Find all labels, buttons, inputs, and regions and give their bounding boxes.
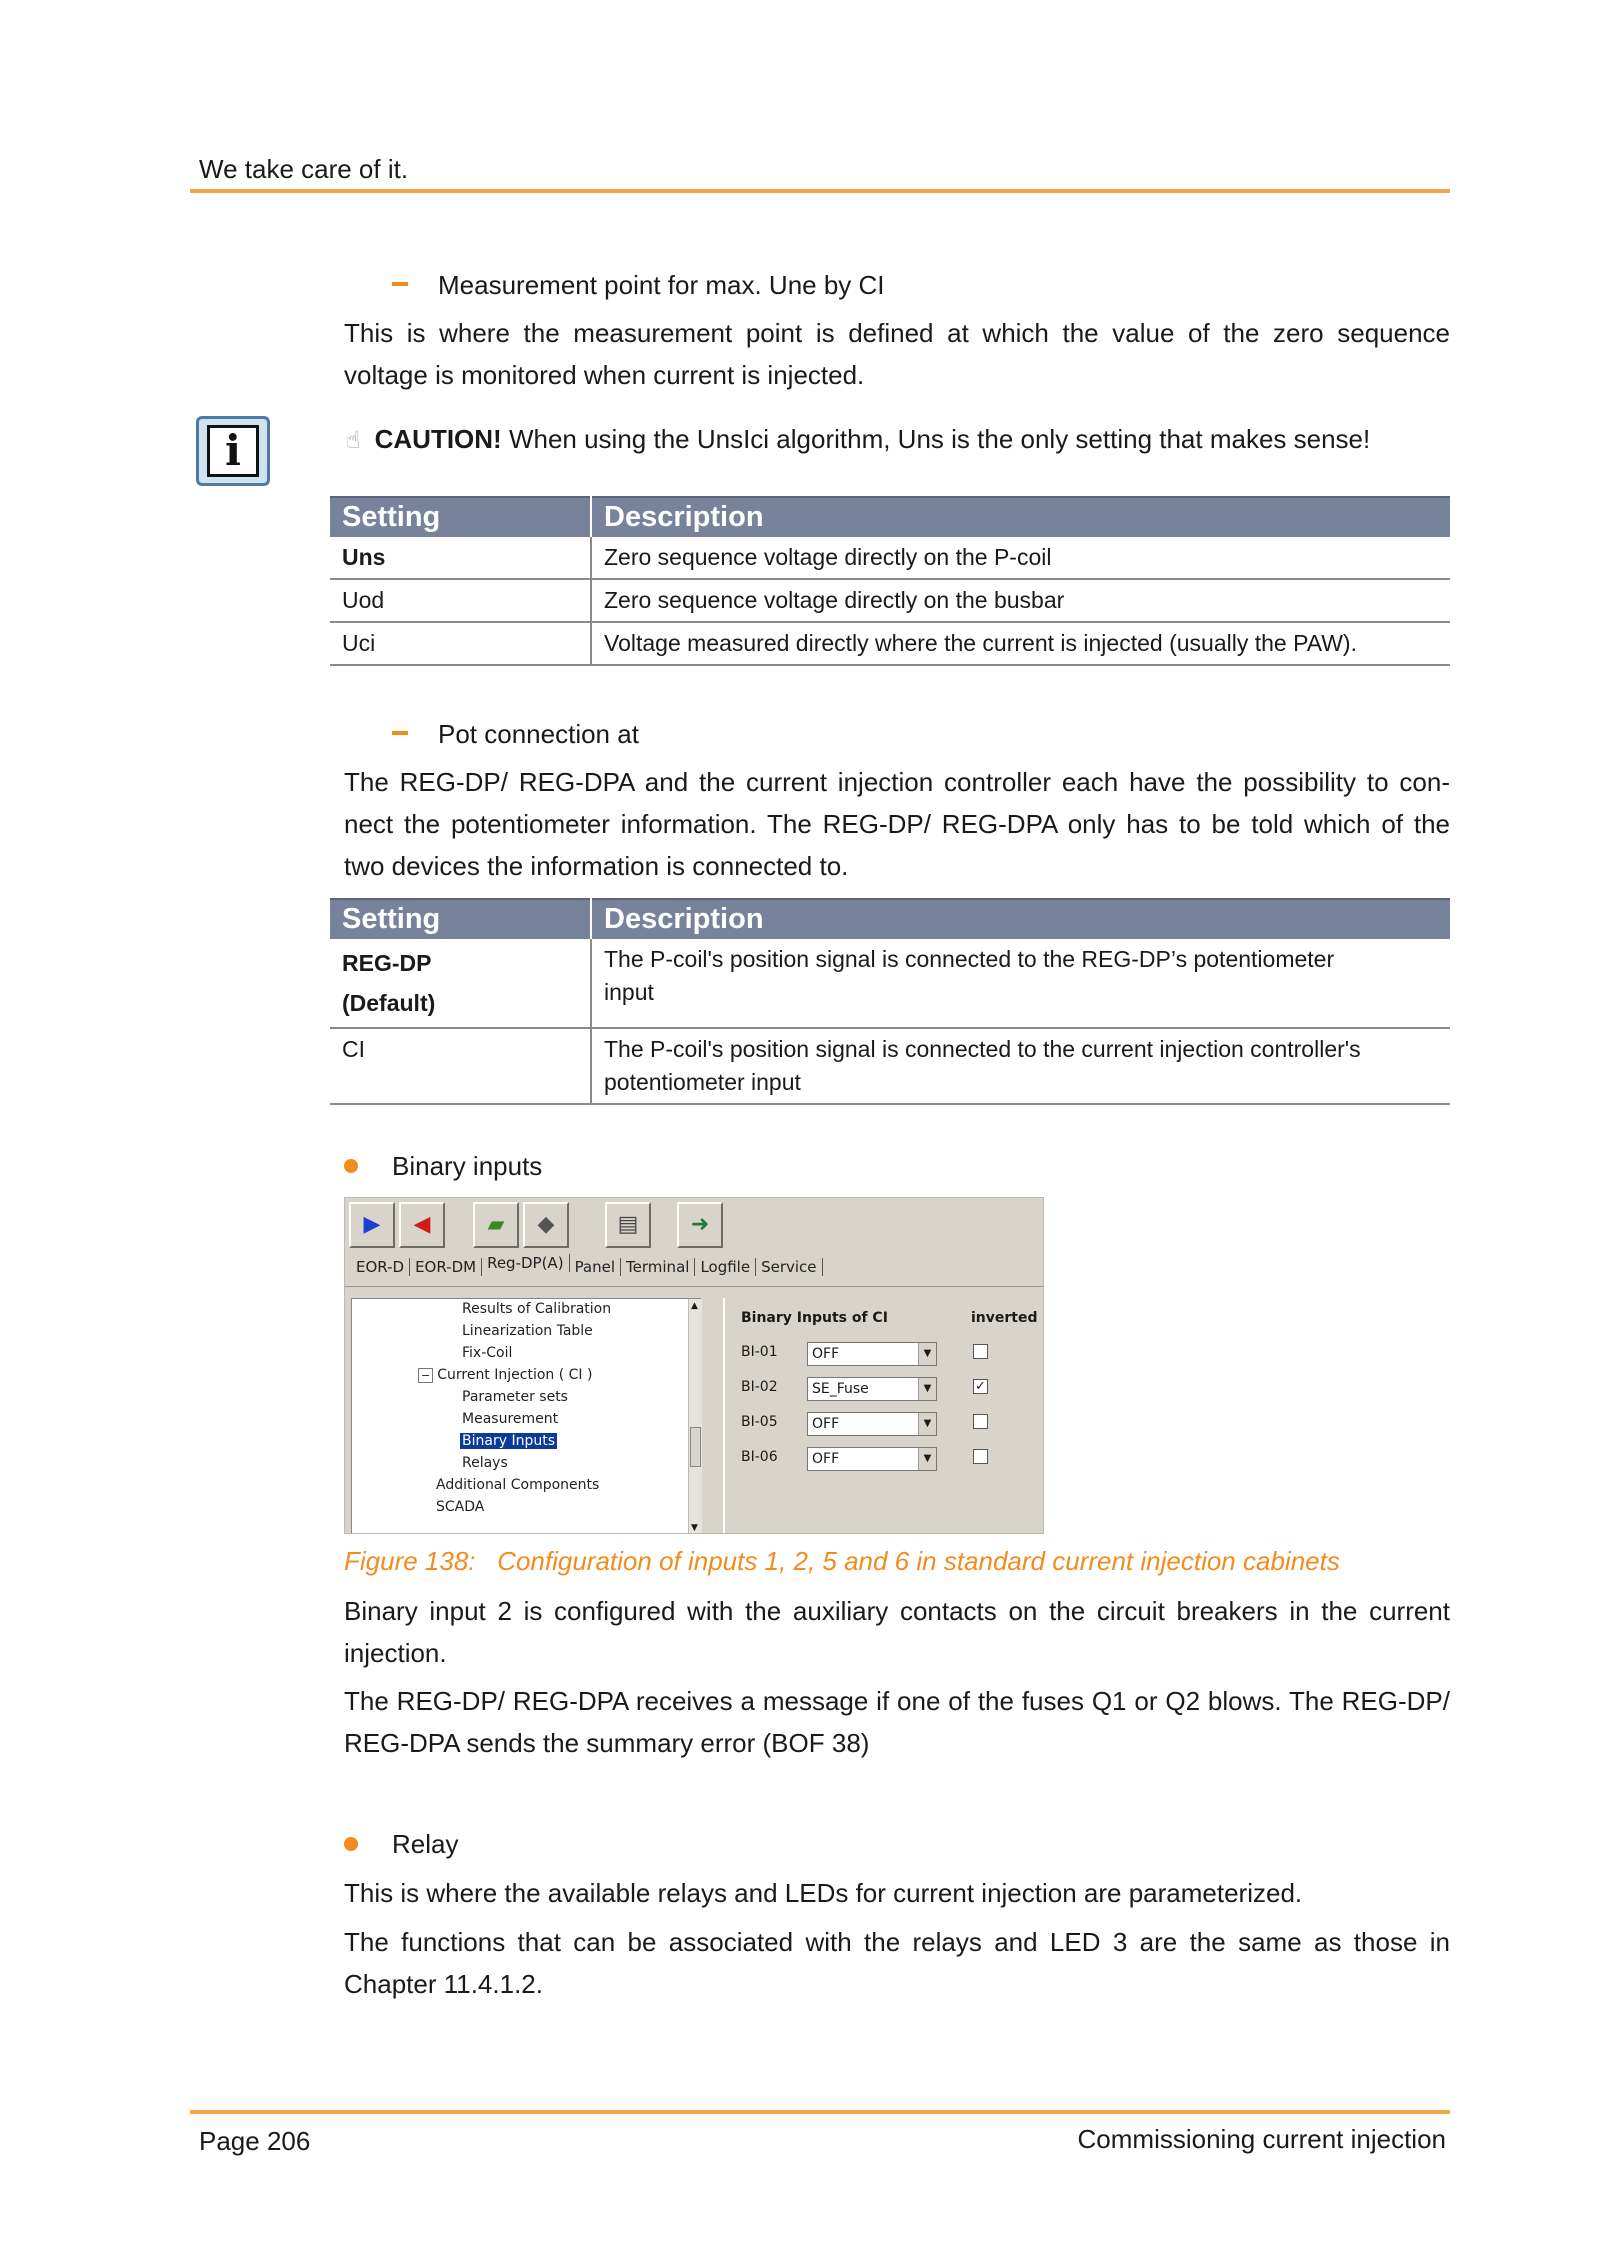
tree-item[interactable]: Linearization Table xyxy=(462,1323,593,1339)
paragraph xyxy=(344,1680,1450,1764)
tab-panel[interactable]: Panel xyxy=(570,1258,621,1276)
input-label: BI-02 xyxy=(741,1379,778,1395)
tab-eor-dm[interactable]: EOR-DM xyxy=(410,1258,482,1276)
table-cell: Uns xyxy=(330,537,591,579)
input-label: BI-05 xyxy=(741,1414,778,1430)
chevron-down-icon: ▼ xyxy=(918,1448,936,1470)
tree-item[interactable]: Measurement xyxy=(462,1411,559,1427)
tab-eor-d[interactable]: EOR-D xyxy=(351,1258,410,1276)
paragraph-line: This is where the measurement point is defined at which the value of the zero sequence xyxy=(344,318,1450,348)
table-header: Description xyxy=(591,899,1450,939)
transfer-right-icon[interactable]: ▶ xyxy=(349,1202,395,1248)
description-line: The P-coil's position signal is connected to the REG-DP’s potentiometer xyxy=(604,946,1335,972)
software-screenshot xyxy=(344,1197,1044,1534)
setting-name: REG-DP xyxy=(342,950,432,976)
bullet-marker xyxy=(344,1837,358,1851)
input-label: BI-06 xyxy=(741,1449,778,1465)
setting-note: (Default) xyxy=(342,990,436,1016)
table-row xyxy=(330,1028,1450,1104)
bi-06-select[interactable]: OFF ▼ xyxy=(807,1447,937,1471)
bi-05-select[interactable]: OFF ▼ xyxy=(807,1412,937,1436)
tab-reg-dp[interactable]: Reg-DP(A) xyxy=(482,1254,569,1272)
table-cell: CI xyxy=(330,1028,591,1104)
tab-logfile[interactable]: Logfile xyxy=(695,1258,756,1276)
caution-label: CAUTION! xyxy=(374,424,502,454)
table-cell: Zero sequence voltage directly on the P-coil xyxy=(591,537,1450,579)
page-number: Page 206 xyxy=(199,2126,311,2156)
table-row xyxy=(330,622,1450,665)
paragraph-line: The functions that can be associated with the relays and LED 3 are the same as those in xyxy=(344,1927,1450,1957)
bi-02-select[interactable]: SE_Fuse ▼ xyxy=(807,1377,937,1401)
paragraph-line: Chapter 11.4.1.2. xyxy=(344,1969,543,1999)
list-item-label: Relay xyxy=(392,1829,459,1859)
bi-01-inverted-checkbox[interactable] xyxy=(973,1344,988,1359)
header-rule xyxy=(190,189,1450,193)
inverted-label: inverted xyxy=(971,1310,1038,1326)
tab-bar xyxy=(351,1254,823,1284)
bi-05-inverted-checkbox[interactable] xyxy=(973,1414,988,1429)
table-cell xyxy=(330,939,591,1028)
navigation-tree xyxy=(351,1298,701,1534)
description-line: potentiometer input xyxy=(604,1069,801,1095)
list-item-label: Pot connection at xyxy=(438,719,639,749)
tab-terminal[interactable]: Terminal xyxy=(621,1258,695,1276)
caution-note xyxy=(346,421,1370,459)
table-header: Setting xyxy=(330,497,591,537)
description-line: The P-coil's position signal is connected to the current injection controller's xyxy=(604,1036,1361,1062)
table-cell: Uod xyxy=(330,579,591,622)
paragraph xyxy=(344,761,1450,887)
table-header-row xyxy=(330,899,1450,939)
chevron-down-icon: ▼ xyxy=(918,1343,936,1365)
list-item xyxy=(344,1823,458,1865)
bi-02-inverted-checkbox[interactable]: ✓ xyxy=(973,1379,988,1394)
scroll-down-icon[interactable]: ▼ xyxy=(691,1523,698,1533)
dash-marker xyxy=(392,731,408,735)
paragraph-line: two devices the information is connected to. xyxy=(344,851,849,881)
table-cell: Voltage measured directly where the current is injected (usually the PAW). xyxy=(591,622,1450,665)
open-folder-icon[interactable]: ▰ xyxy=(473,1202,519,1248)
list-item-label: Binary inputs xyxy=(392,1151,543,1181)
paragraph xyxy=(344,1590,1450,1674)
header-tagline: We take care of it. xyxy=(199,154,409,184)
tree-item[interactable]: − Current Injection ( CI ) xyxy=(418,1367,592,1383)
paragraph-line: The REG-DP/ REG-DPA and the current injection controller each have the possibility to con- xyxy=(344,767,1450,797)
bi-01-select[interactable]: OFF ▼ xyxy=(807,1342,937,1366)
tree-item[interactable]: Additional Components xyxy=(436,1477,600,1493)
divider xyxy=(345,1286,1044,1287)
input-label: BI-01 xyxy=(741,1344,778,1360)
info-icon: i xyxy=(196,416,270,486)
table-cell: Uci xyxy=(330,622,591,665)
table-cell xyxy=(591,1028,1450,1104)
table-row xyxy=(330,537,1450,579)
table-cell: Zero sequence voltage directly on the busbar xyxy=(591,579,1450,622)
settings-table xyxy=(330,898,1450,1105)
paragraph-line: nect the potentiometer information. The REG-DP/ REG-DPA only has to be told which of the xyxy=(344,809,1450,839)
bullet-marker xyxy=(344,1159,358,1173)
hand-icon: ☝ xyxy=(346,427,361,454)
paragraph-line: REG-DPA sends the summary error (BOF 38) xyxy=(344,1728,870,1758)
settings-table xyxy=(330,496,1450,666)
list-item-label: Measurement point for max. Une by CI xyxy=(438,270,885,300)
table-cell xyxy=(591,939,1450,1028)
caution-text: When using the UnsIci algorithm, Uns is the only setting that makes sense! xyxy=(501,424,1371,454)
dash-marker xyxy=(392,282,408,286)
list-item xyxy=(392,264,885,306)
paragraph: This is where the available relays and LEDs for current injection are parameterized. xyxy=(344,1878,1303,1908)
binary-inputs-panel xyxy=(723,1298,1044,1534)
transfer-left-icon[interactable]: ◀ xyxy=(399,1202,445,1248)
save-disk-icon[interactable]: ◆ xyxy=(523,1202,569,1248)
tab-service[interactable]: Service xyxy=(756,1258,822,1276)
tree-item[interactable]: Parameter sets xyxy=(462,1389,568,1405)
tree-item[interactable]: Relays xyxy=(462,1455,508,1471)
figure-caption: Figure 138: Configuration of inputs 1, 2, 5 and 6 in standard current injection cabinets xyxy=(344,1546,1340,1576)
description-line: input xyxy=(604,979,654,1005)
paragraph-line: injection. xyxy=(344,1638,447,1668)
print-icon[interactable]: ▤ xyxy=(605,1202,651,1248)
bi-06-inverted-checkbox[interactable] xyxy=(973,1449,988,1464)
tree-item[interactable]: SCADA xyxy=(436,1499,485,1515)
tree-scrollbar[interactable] xyxy=(688,1299,702,1534)
paragraph-line: Binary input 2 is configured with the auxiliary contacts on the circuit breakers in the current xyxy=(344,1596,1450,1626)
paragraph xyxy=(344,1921,1450,2005)
chevron-down-icon: ▼ xyxy=(918,1413,936,1435)
tree-item[interactable]: Fix-Coil xyxy=(462,1345,513,1361)
chapter-title: Commissioning current injection xyxy=(1077,2124,1446,2154)
list-item xyxy=(392,713,639,755)
footer-rule xyxy=(190,2110,1450,2114)
paragraph-line: voltage is monitored when current is injected. xyxy=(344,360,865,390)
list-item xyxy=(344,1145,542,1187)
paragraph-line: The REG-DP/ REG-DPA receives a message if one of the fuses Q1 or Q2 blows. The REG-DP/ xyxy=(344,1686,1450,1716)
tree-item-selected[interactable]: Binary Inputs xyxy=(462,1433,555,1449)
chevron-down-icon: ▼ xyxy=(918,1378,936,1400)
paragraph xyxy=(344,312,1450,396)
scroll-up-icon[interactable]: ▲ xyxy=(691,1301,698,1311)
exit-icon[interactable]: ➜ xyxy=(677,1202,723,1248)
table-header: Setting xyxy=(330,899,591,939)
table-row xyxy=(330,939,1450,1028)
scroll-thumb[interactable] xyxy=(690,1427,701,1467)
panel-title: Binary Inputs of CI xyxy=(741,1310,888,1326)
table-header-row xyxy=(330,497,1450,537)
table-row xyxy=(330,579,1450,622)
table-header: Description xyxy=(591,497,1450,537)
tree-item[interactable]: Results of Calibration xyxy=(462,1301,612,1317)
